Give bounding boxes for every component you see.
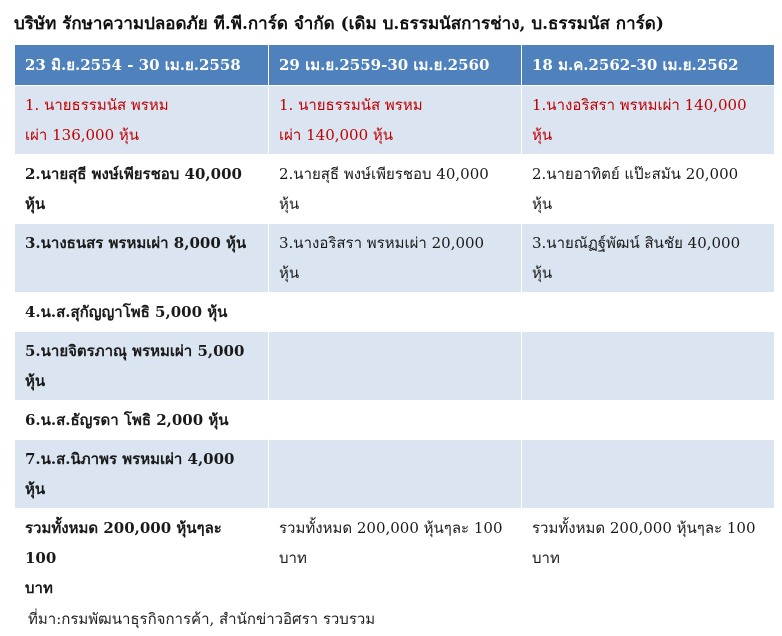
table-row	[15, 86, 775, 155]
table-row	[15, 332, 775, 401]
table-row	[15, 155, 775, 224]
table-cell	[522, 332, 775, 401]
header-period-1: 23 มิ.ย.2554 - 30 เม.ย.2558	[15, 45, 269, 86]
table-cell	[269, 332, 522, 401]
table-cell: 4.น.ส.สุกัญญาโพธิ 5,000 หุ้น	[15, 293, 269, 332]
table-cell: 2.นายอาทิตย์ แป๊ะสมัน 20,000 หุ้น	[522, 155, 775, 224]
table-cell	[269, 440, 522, 509]
source-note: ที่มา:กรมพัฒนาธุรกิจการค้า, สำนักข่าวอิศรา รวบรวม	[28, 610, 376, 628]
table-row	[15, 401, 775, 440]
table-cell: 6.น.ส.ธัญรดา โพธิ 2,000 หุ้น	[15, 401, 269, 440]
table-cell: 3.นางธนสร พรหมเผ่า 8,000 หุ้น	[15, 224, 269, 293]
table-cell: รวมทั้งหมด 200,000 หุ้นๆละ 100 บาท	[522, 509, 775, 608]
document-title: บริษัท รักษาความปลอดภัย ที.พี.การ์ด จำกัด (เดิม บ.ธรรมนัสการช่าง, บ.ธรรมนัส การ์ด)	[14, 14, 664, 34]
table-cell: 2.นายสุธี พงษ์เพียรชอบ 40,000 หุ้น	[269, 155, 522, 224]
table-row	[15, 509, 775, 608]
header-period-2: 29 เม.ย.2559-30 เม.ย.2560	[269, 45, 522, 86]
table-cell	[522, 293, 775, 332]
table-row	[15, 440, 775, 509]
table-row	[15, 293, 775, 332]
table-cell	[269, 293, 522, 332]
table-cell: 7.น.ส.นิภาพร พรหมเผ่า 4,000 หุ้น	[15, 440, 269, 509]
table-cell	[522, 440, 775, 509]
table-row	[15, 224, 775, 293]
table-cell: 2.นายสุธี พงษ์เพียรชอบ 40,000 หุ้น	[15, 155, 269, 224]
table-cell: 3.นายณัฏฐ์พัฒน์ สินชัย 40,000 หุ้น	[522, 224, 775, 293]
table-header-row	[15, 45, 775, 86]
shareholder-table	[14, 44, 775, 608]
header-period-3: 18 ม.ค.2562-30 เม.ย.2562	[522, 45, 775, 86]
table-cell	[522, 401, 775, 440]
table-cell: 1.นางอริสรา พรหมเผ่า 140,000 หุ้น	[522, 86, 775, 155]
table-cell: 1. นายธรรมนัส พรหม เผ่า 140,000 หุ้น	[269, 86, 522, 155]
table-cell: 1. นายธรรมนัส พรหม เผ่า 136,000 หุ้น	[15, 86, 269, 155]
table-cell: รวมทั้งหมด 200,000 หุ้นๆละ 100 บาท	[15, 509, 269, 608]
table-cell	[269, 401, 522, 440]
table-cell: 3.นางอริสรา พรหมเผ่า 20,000 หุ้น	[269, 224, 522, 293]
table-cell: 5.นายจิตรภาณุ พรหมเผ่า 5,000 หุ้น	[15, 332, 269, 401]
table-cell: รวมทั้งหมด 200,000 หุ้นๆละ 100 บาท	[269, 509, 522, 608]
